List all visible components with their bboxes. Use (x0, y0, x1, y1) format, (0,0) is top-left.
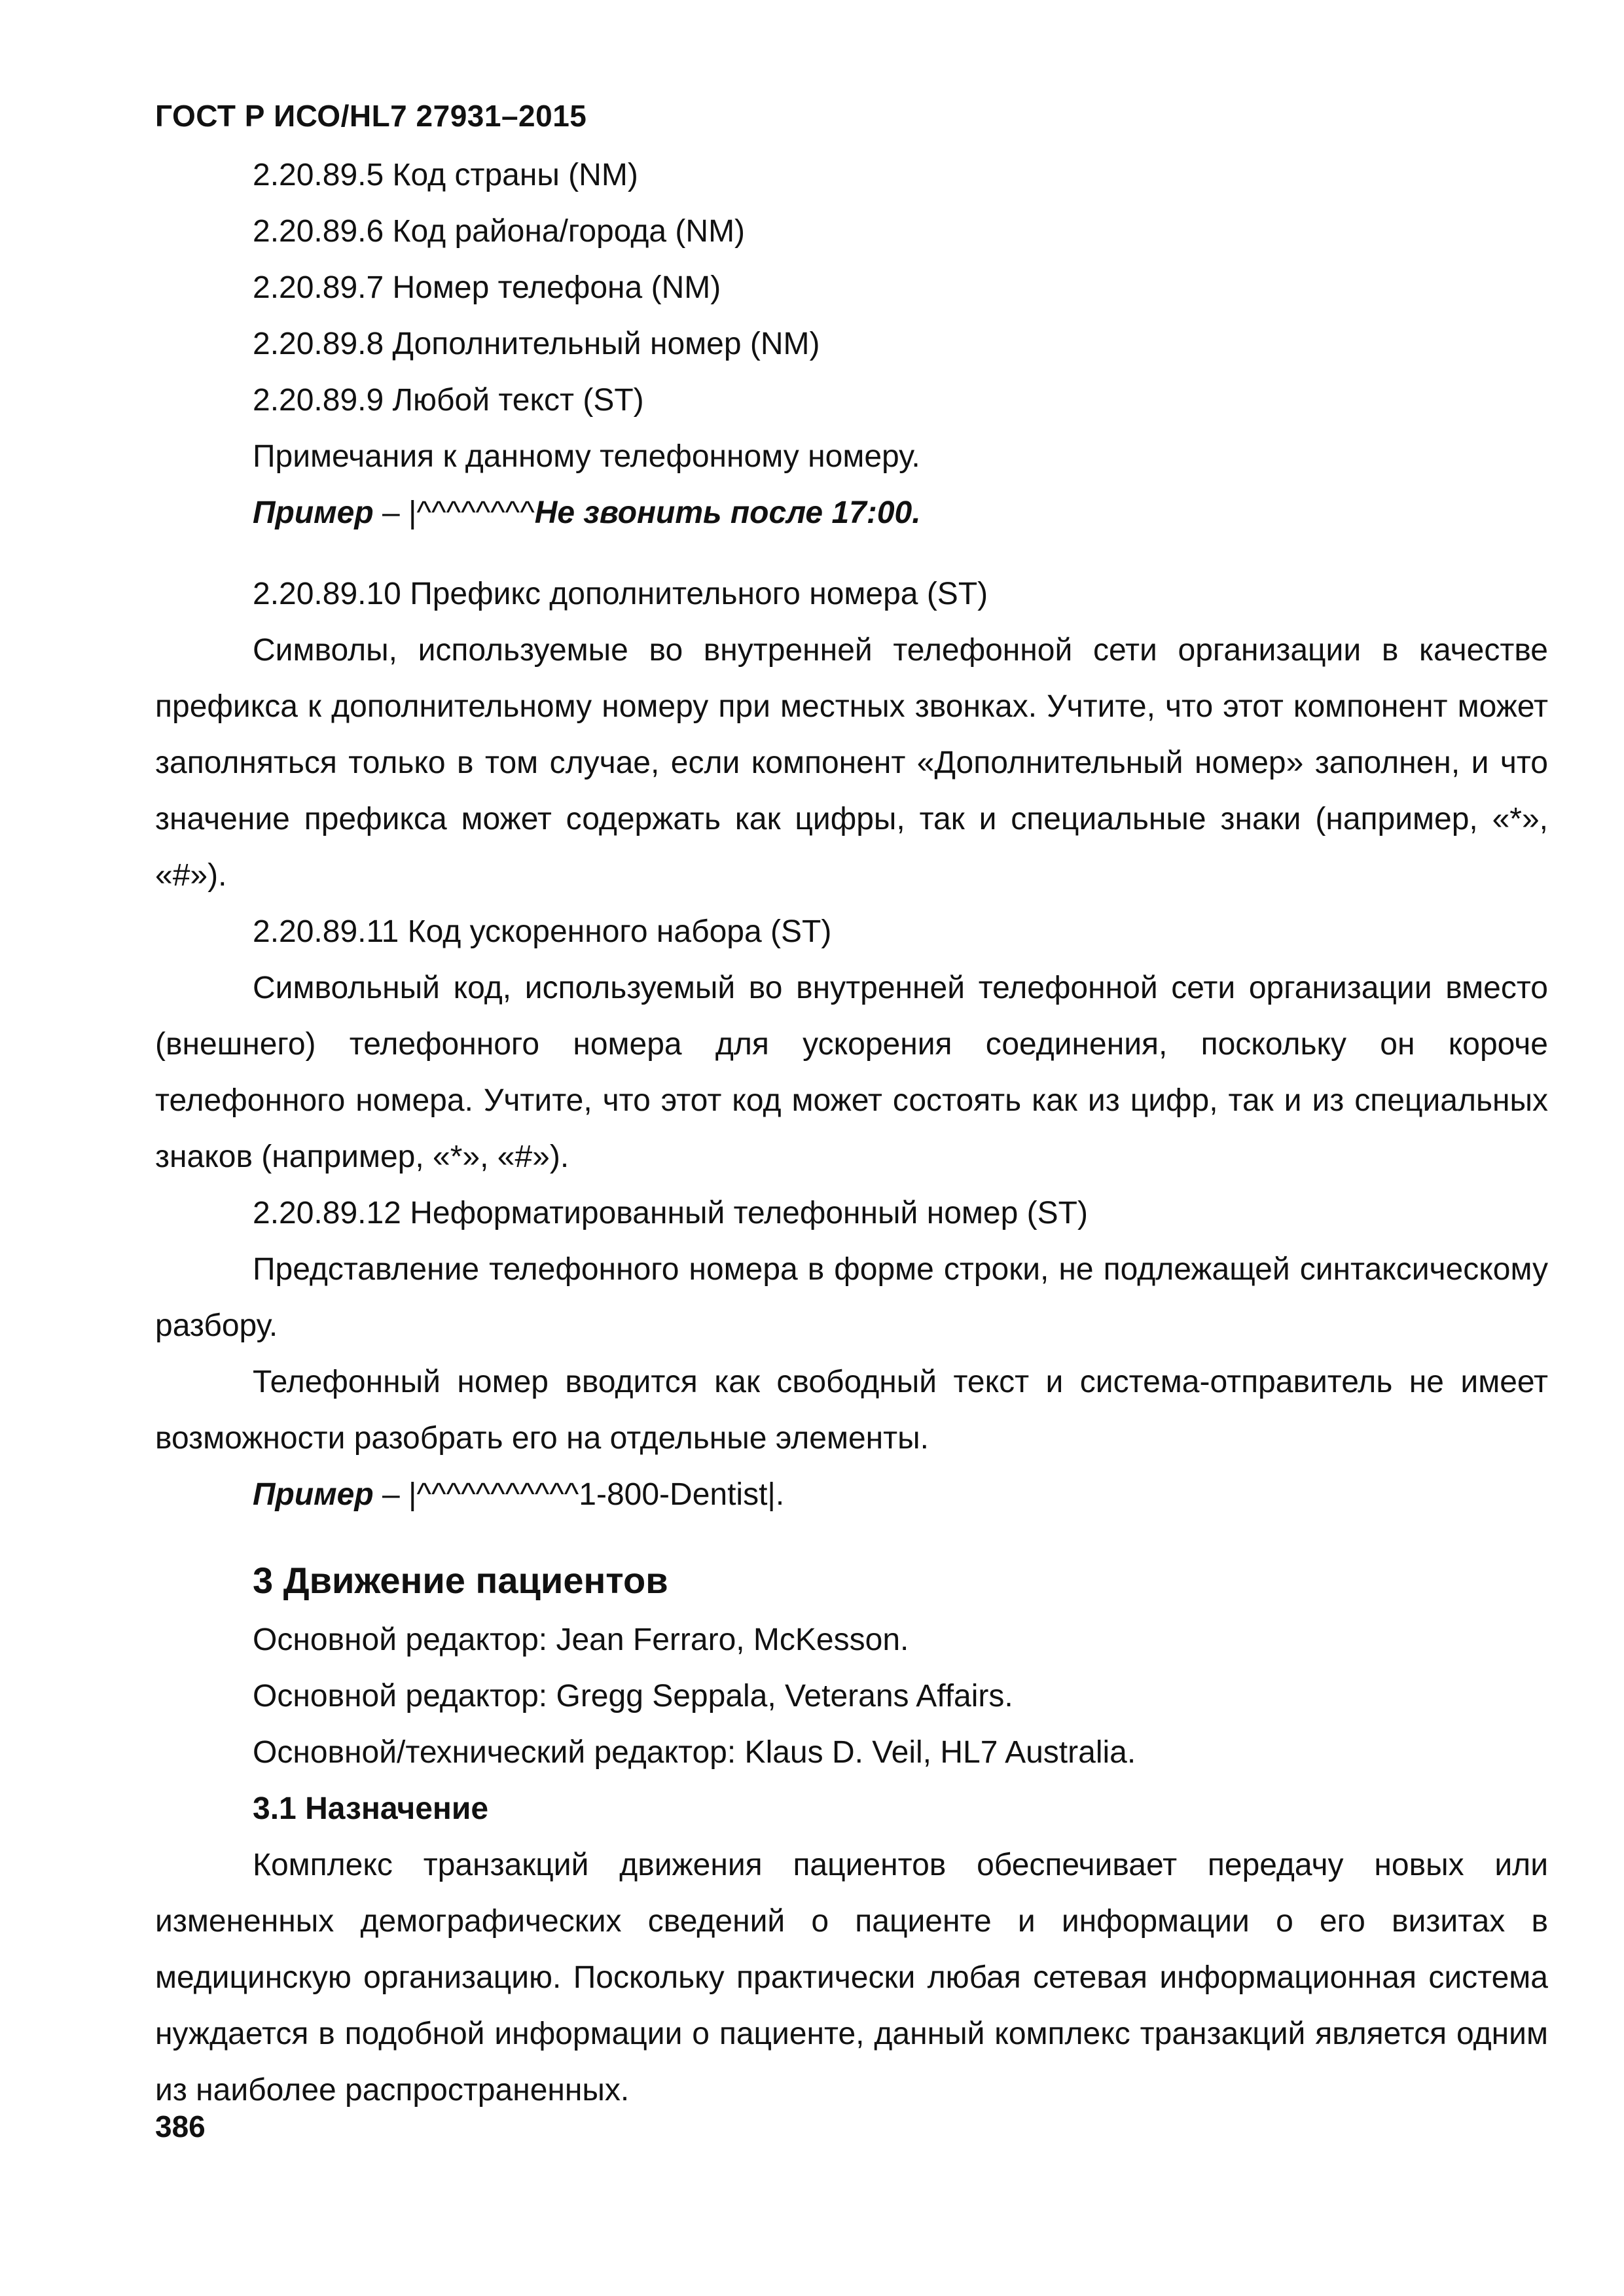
section-3-heading: 3 Движение пациентов (253, 1560, 668, 1601)
item-unformatted-number: 2.20.89.12 Неформатированный телефонный номер (ST) (253, 1196, 1088, 1230)
example-2-label: Пример (253, 1477, 374, 1512)
example-1-value: Не звонить после 17:00. (534, 495, 921, 530)
example-1-label: Пример (253, 495, 374, 530)
editor-3: Основной/технический редактор: Klaus D. Veil, HL7 Australia. (253, 1735, 1136, 1770)
example-2 (155, 1467, 1548, 1523)
item-extension-prefix-description: Символы, используемые во внутренней телефонной сети организации в качестве префикса к дополнительному номеру при местных звонках. Учтите, что этот компонент может заполняться только в том случае, если компонент «Дополнительный номер» заполнен, и что значение префикса может содержать как цифры, так и специальные знаки (например, «*», «#»). (155, 633, 1548, 893)
item-extension: 2.20.89.8 Дополнительный номер (NM) (253, 327, 820, 361)
editor-1: Основной редактор: Jean Ferraro, McKesson. (253, 1623, 909, 1657)
item-speed-dial-description: Символьный код, используемый во внутренней телефонной сети организации вместо (внешнего) телефонного номера для ускорения соединения, поскольку он короче телефонного номера. Учтите, что этот код может состоять как из цифр, так и из специальных знаков (например, «*», «#»). (155, 971, 1548, 1174)
example-1 (155, 485, 1548, 541)
section-3-1-heading: 3.1 Назначение (253, 1791, 489, 1826)
item-speed-dial-code: 2.20.89.11 Код ускоренного набора (ST) (253, 914, 832, 949)
example-1-separator: – |^^^^^^^^ (373, 495, 535, 530)
item-unformatted-description-1: Представление телефонного номера в форме строки, не подлежащей синтаксическому разбору. (155, 1252, 1548, 1343)
editor-2: Основной редактор: Gregg Seppala, Veterans Affairs. (253, 1679, 1013, 1713)
document-body (155, 147, 1548, 2119)
example-2-value: – |^^^^^^^^^^^1-800-Dentist|. (373, 1477, 785, 1512)
item-unformatted-description-2: Телефонный номер вводится как свободный текст и система-отправитель не имеет возможности разобрать его на отдельные элементы. (155, 1365, 1548, 1456)
item-extension-prefix: 2.20.89.10 Префикс дополнительного номера (ST) (253, 577, 988, 611)
item-phone-number: 2.20.89.7 Номер телефона (NM) (253, 270, 721, 305)
standard-header: ГОСТ Р ИСО/HL7 27931–2015 (155, 99, 587, 133)
item-area-code: 2.20.89.6 Код района/города (NM) (253, 214, 746, 249)
section-3-1-description: Комплекс транзакций движения пациентов обеспечивает передачу новых или измененных демографических сведений о пациенте и информации о его визитах в медицинскую организацию. Поскольку практически любая сетевая информационная система нуждается в подобной информации о пациенте, данный комплекс транзакций является одним из наиболее распространенных. (155, 1848, 1548, 2108)
item-country-code: 2.20.89.5 Код страны (NM) (253, 158, 638, 192)
page-number: 386 (155, 2109, 206, 2144)
item-any-text: 2.20.89.9 Любой текст (ST) (253, 383, 644, 418)
item-any-text-description: Примечания к данному телефонному номеру. (253, 439, 920, 474)
